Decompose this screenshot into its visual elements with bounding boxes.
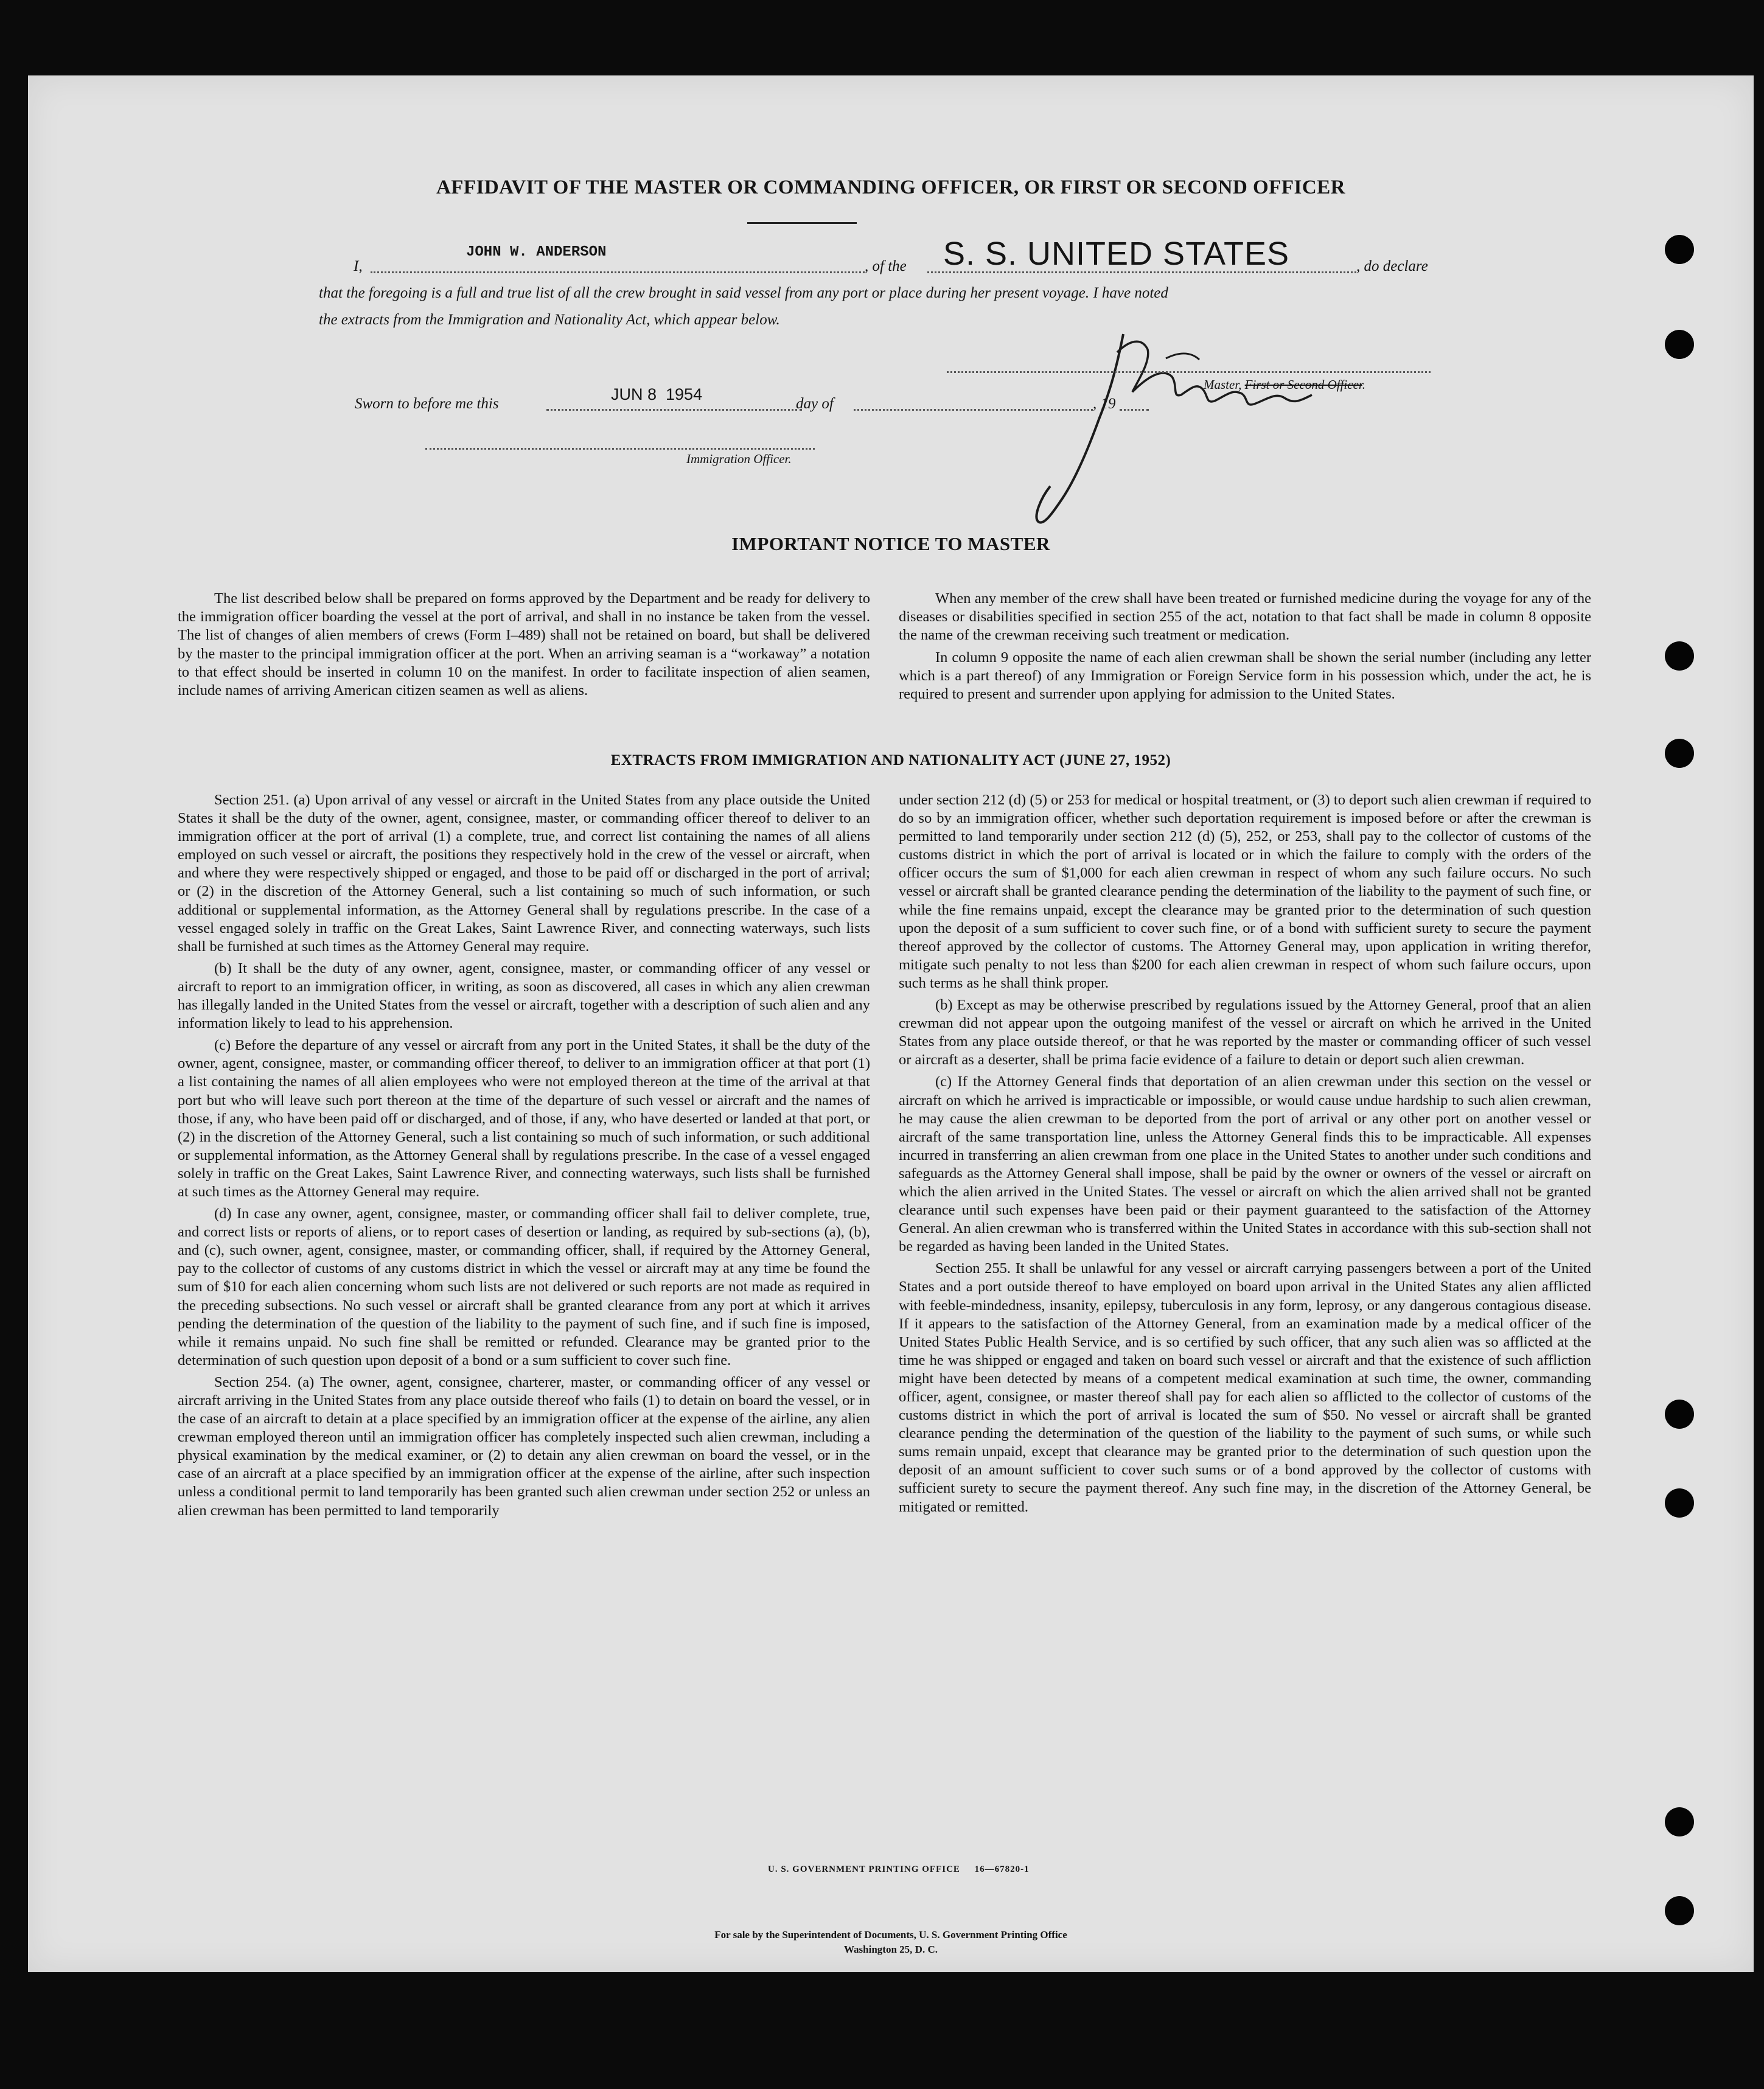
title-rule <box>747 222 857 224</box>
section-254-b: (b) Except as may be otherwise prescribed by regulations issued by the Attorney General, proof that an alien crewman did not appear upon the outgoing manifest of the vessel or aircraft on which he arrived in the United States from any place outside thereof, or that he was reported by the master or commanding officer of such vessel or aircraft as a deserter, shall be prima facie evidence of a failure to detain or deport such alien crewman. <box>899 997 1591 1069</box>
master-label: Master, <box>1204 377 1242 392</box>
master-title <box>1204 377 1365 392</box>
day-of-label: day of <box>796 396 834 412</box>
sworn-date-stamp: JUN 8 1954 <box>611 385 703 403</box>
notice-right-paragraph-2: In column 9 opposite the name of each alien crewman shall be shown the serial number (including any letter which is a part thereof) of any Immigration or Foreign Service form in his possession which, under the act, he is required to present and surrender upon applying for admission to the United States. <box>899 649 1591 703</box>
notice-title: IMPORTANT NOTICE TO MASTER <box>731 533 1050 554</box>
notice-right-column <box>899 590 1591 707</box>
sale-line-2: Washington 25, D. C. <box>844 1944 938 1955</box>
section-251-c: (c) Before the departure of any vessel or aircraft from any port in the United States, it shall be the duty of the owner, agent, consignee, master, or commanding officer thereof, to deliver to an immigration officer at that port (1) a list containing the names of all alien employees who were not employed thereon at the time of the arrival at that port but who will leave such port thereon at the time of the departure of such vessel or aircraft and the names of those, if any, who have been paid off or discharged, and of those, if any, who have deserted or landed at that port, or (2) in the discretion of the Attorney General, such a list containing so much of such information, or such additional or supplemental information, as the Attorney General shall by regulations prescribe. In the case of a vessel engaged solely in traffic on the Great Lakes, Saint Lawrence River, and connecting waterways, such lists shall be furnished at such times as the Attorney General may require. <box>178 1037 870 1200</box>
master-end: . <box>1362 377 1365 392</box>
officer-struck: First or Second Officer <box>1244 377 1362 392</box>
sale-line-1: For sale by the Superintendent of Documents, U. S. Government Printing Office <box>714 1929 1067 1941</box>
sworn-date-line <box>546 409 802 411</box>
extracts-right-column <box>899 791 1591 1520</box>
year-line <box>1120 409 1149 411</box>
immigration-officer-line <box>425 448 815 450</box>
punch-hole <box>1665 641 1694 671</box>
printing-office-imprint: U. S. GOVERNMENT PRINTING OFFICE 16—67820-1 <box>768 1864 1030 1874</box>
punch-hole <box>1665 1807 1694 1836</box>
notice-right-paragraph-1: When any member of the crew shall have been treated or furnished medicine during the voyage for any of the diseases or disabilities specified in section 255 of the act, notation to that fact shall be made in column 8 opposite the name of the crewman receiving such treatment or medication. <box>899 590 1591 644</box>
punch-hole <box>1665 739 1694 768</box>
notice-left-column <box>178 590 870 703</box>
extracts-left-column <box>178 791 870 1524</box>
master-signature <box>1026 316 1403 535</box>
vessel-name: S. S. UNITED STATES <box>943 235 1290 272</box>
statement-line-1: that the foregoing is a full and true list of all the crew brought in said vessel from any port or place during her present voyage. I have noted <box>319 285 1168 301</box>
punch-hole <box>1665 1488 1694 1518</box>
year-label: , 19 <box>1093 396 1116 412</box>
of-the-label: , of the <box>865 258 907 274</box>
immigration-officer-label: Immigration Officer. <box>686 452 792 466</box>
notice-left-paragraph: The list described below shall be prepared on forms approved by the Department and be ready for delivery to the immigration officer boarding the vessel at the port of arrival, and shall in no instance be taken from the vessel. The list of changes of alien members of crews (Form I–489) shall not be retained on board, but shall be delivered by the master to the principal immigration officer at the port. When an arriving seaman is a “workaway” a notation to that effect should be inserted in column 10 on the manifest. In order to facilitate inspection of alien seamen, include names of arriving American citizen seamen as well as aliens. <box>178 590 870 699</box>
statement-line-2: the extracts from the Immigration and Nationality Act, which appear below. <box>319 312 780 328</box>
master-name: JOHN W. ANDERSON <box>466 244 607 260</box>
declare-label: , do declare <box>1356 258 1428 274</box>
section-254-a-continued: under section 212 (d) (5) or 253 for medical or hospital treatment, or (3) to deport such alien crewman if required to do so by an immigration officer, whether such deportation requirement is imposed before or after the crewman is permitted to land temporarily under section 212 (d) (5), 252, or 253, shall pay to the collector of customs of the customs district in which the port of arrival is located or in which the failure to comply with the orders of the officer occurs the sum of $1,000 for each alien crewman in respect of whom any such failure occurs. No such vessel or aircraft shall be granted clearance pending the determination of the liability to the payment of such fine, or while the fine remains unpaid, except the clearance may be granted prior to the determination of such question upon the deposit of a sum sufficient to cover such fine, or of a bond with sufficient surety to secure the payment thereof approved by the collector of customs. The Attorney General may, upon application in writing therefor, mitigate such penalty to not less than $200 for each alien crewman in respect of whom such failure occurs, upon such terms as he shall think proper. <box>899 792 1591 991</box>
punch-hole <box>1665 330 1694 359</box>
punch-hole <box>1665 1896 1694 1925</box>
section-254-c: (c) If the Attorney General finds that deportation of an alien crewman under this section on the vessel or aircraft on which he arrived is impracticable or impossible, or would cause undue hardship to such alien crewman, he may cause the alien crewman to be deported from the port of arrival or any other port on another vessel or aircraft of the same transportation line, unless the Attorney General finds this to be impracticable. All expenses incurred in transferring an alien crewman from one place in the United States to another under such conditions and safeguards as the Attorney General shall impose, shall be paid by the owner or owners of the vessel or aircraft on which the alien arrived in the United States. The vessel or aircraft on which the alien arrived shall not be granted clearance until such expenses have been paid or their payment guaranteed to the satisfaction of the Attorney General. An alien crewman who is transferred within the United States in accordance with this sub-section shall not be regarded as having been landed in the United States. <box>899 1073 1591 1255</box>
i-label: I, <box>354 258 363 274</box>
punch-hole <box>1665 1400 1694 1429</box>
document-page <box>28 75 1754 1972</box>
affidavit-title: AFFIDAVIT OF THE MASTER OR COMMANDING OFFICER, OR FIRST OR SECOND OFFICER <box>436 176 1346 198</box>
name-line <box>371 271 865 273</box>
section-251-d: (d) In case any owner, agent, consignee, master, or commanding officer shall fail to deliver complete, true, and correct lists or reports of aliens, or to report cases of desertion or landing, as required by sub-sections (a), (b), and (c), such owner, agent, consignee, master, or commanding officer, shall, if required by the Attorney General, pay to the collector of customs of any customs district in which the vessel or aircraft may at any time be found the sum of $10 for each alien concerning whom such lists are not delivered or such reports are not made as required in the preceding subsections. No such vessel or aircraft shall be granted clearance from any port at which it arrives pending the determination of the question of the liability to the payment of such fine, and if such fine is imposed, while it remains unpaid. No such fine shall be remitted or refunded. Clearance may be granted prior to the determination of such question upon deposit of a bond or a sum sufficient to cover such fine. <box>178 1205 870 1369</box>
section-251-b: (b) It shall be the duty of any owner, agent, consignee, master, or commanding officer of any vessel or aircraft to report to an immigration officer, in writing, as soon as discovered, all cases in which any alien crewman has illegally landed in the United States from the vessel or aircraft, together with a description of such alien and any information likely to lead to his apprehension. <box>178 960 870 1032</box>
section-255: Section 255. It shall be unlawful for any vessel or aircraft carrying passengers between a port of the United States and a port outside thereof to have employed on board upon arrival in the United States any alien afflicted with feeble-mindedness, insanity, epilepsy, tuberculosis in any form, leprosy, or any dangerous contagious disease. If it appears to the satisfaction of the Attorney General, from an examination made by a medical officer of the United States Public Health Service, and is so certified by such officer, that any such alien was so afflicted at the time he was shipped or engaged and taken on board such vessel or aircraft and that the existence of such affliction might have been detected by means of a competent medical examination at such time, the owner, commanding officer, agent, consignee, or master thereof shall pay for each alien so afflicted to the collector of customs of the customs district in which the port of arrival is located the sum of $50. No vessel or aircraft shall be granted clearance pending the determination of the question of the liability to the payment of such sums, or while such sums remain unpaid, except that clearance may be granted prior to the determination of such question upon the deposit of an amount sufficient to cover such sums or of a bond approved by the collector of customs with sufficient surety to secure the payment thereof. Any such fine may, in the discretion of the Attorney General, be mitigated or remitted. <box>899 1260 1591 1515</box>
extracts-title: EXTRACTS FROM IMMIGRATION AND NATIONALITY ACT (JUNE 27, 1952) <box>610 752 1171 769</box>
section-251-a: Section 251. (a) Upon arrival of any vessel or aircraft in the United States from any place outside the United States it shall be the duty of the owner, agent, consignee, master, or commanding officer thereof to deliver to an immigration officer at the port of arrival (1) a complete, true, and correct list containing the names of all aliens employed on such vessel or aircraft, the positions they respectively hold in the crew of the vessel or aircraft, when and where they were respectively shipped or engaged, and those to be paid off or discharged in the port of arrival; or (2) in the discretion of the Attorney General, such a list containing so much of such information, or such additional or supplemental information, as the Attorney General shall by regulations prescribe. In the case of a vessel engaged solely in traffic on the Great Lakes, Saint Lawrence River, and connecting waterways, such lists shall be furnished at such times as the Attorney General may require. <box>178 792 870 955</box>
month-line <box>854 409 1093 411</box>
section-254-a: Section 254. (a) The owner, agent, consignee, charterer, master, or commanding officer of any vessel or aircraft arriving in the United States from any place outside thereof who fails (1) to detain on board the vessel, or in the case of an aircraft to detain at a place specified by an immigration officer at the expense of the airline, any alien crewman employed thereon until an immigration officer has completely inspected such alien crewman, including a physical examination by the medical examiner, or (2) to detain any alien crewman on board the vessel, or in the case of an aircraft at a place specified by an immigration officer at the expense of the airline, after such inspection unless a conditional permit to land temporarily has been granted such alien crewman under section 252 or unless an alien crewman has been permitted to land temporarily <box>178 1373 870 1519</box>
punch-hole <box>1665 235 1694 264</box>
master-signature-line <box>947 371 1431 373</box>
sworn-label: Sworn to before me this <box>355 396 499 412</box>
